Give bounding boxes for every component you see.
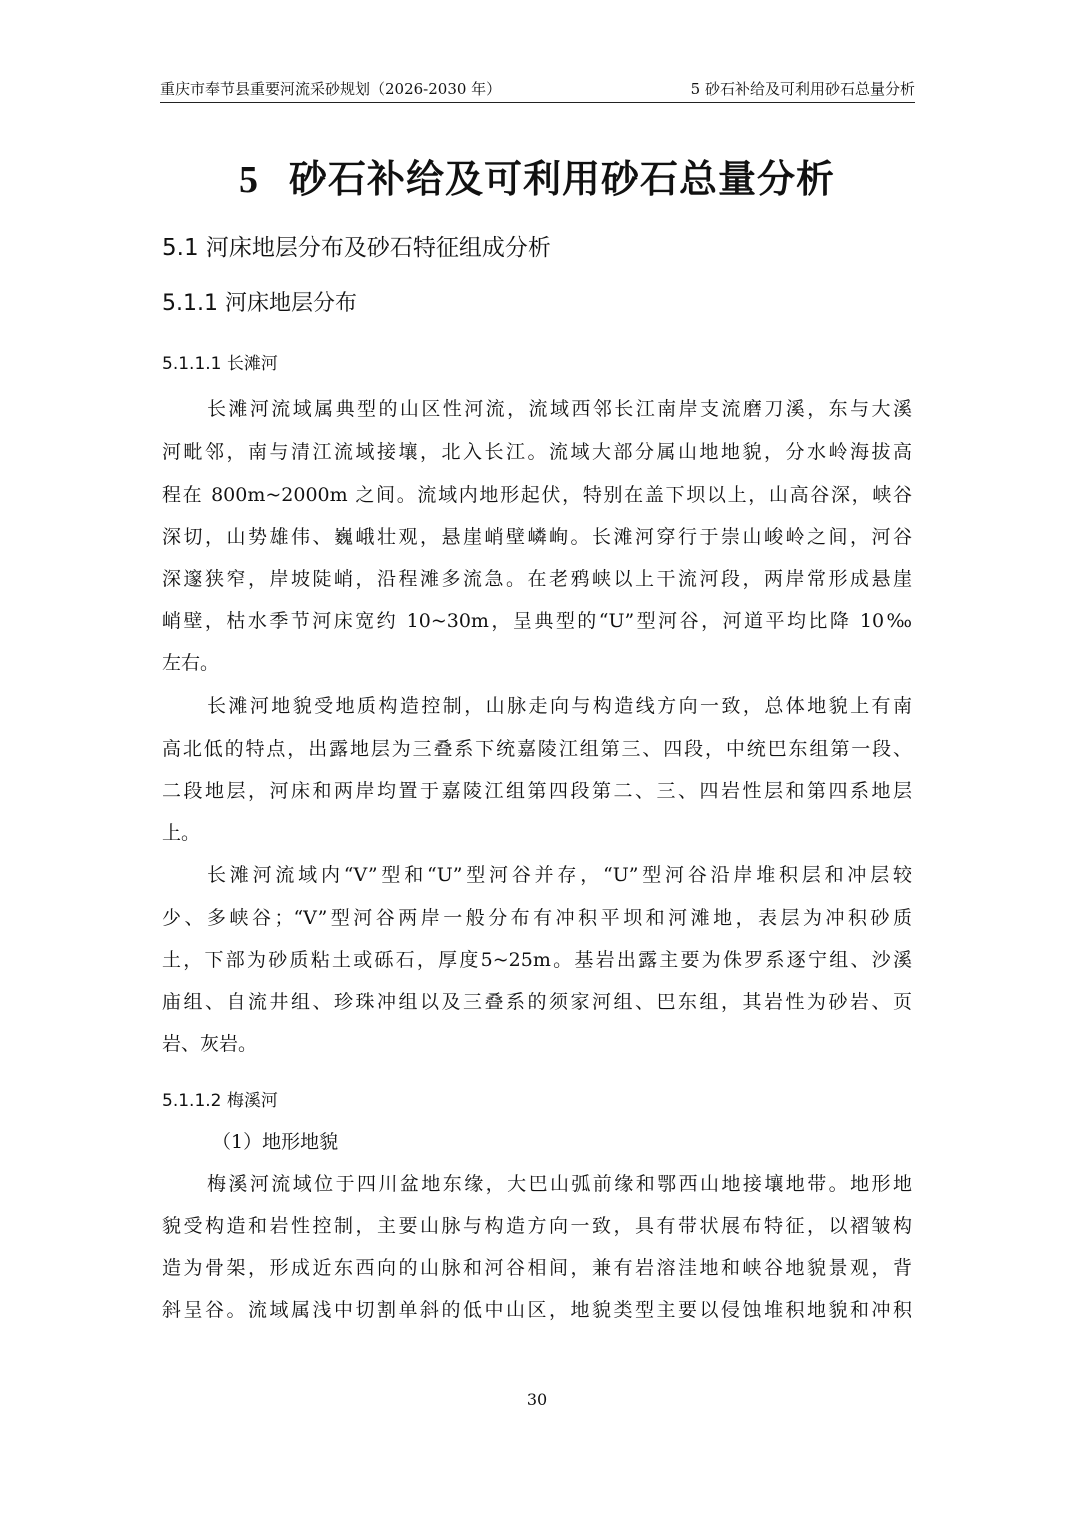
paragraph-line: 梅溪河流域位于四川盆地东缘，大巴山弧前缘和鄂西山地接壤地带。地形地 [207, 1173, 912, 1195]
header-chapter-title: 5 砂石补给及可利用砂石总量分析 [690, 80, 915, 98]
paragraph-line: 貌受构造和岩性控制，主要山脉与构造方向一致，具有带状展布特征，以褶皱构 [162, 1215, 912, 1237]
paragraph-line: 长滩河流域属典型的山区性河流，流域西邻长江南岸支流磨刀溪，东与大溪 [207, 398, 912, 420]
paragraph-line: 左右。 [162, 652, 220, 674]
subsubsection-heading-changtan: 5.1.1.1 长滩河 [162, 354, 278, 374]
paragraph-line: 造为骨架，形成近东西向的山脉和河谷相间，兼有岩溶洼地和峡谷地貌景观，背 [162, 1257, 912, 1279]
paragraph-line: 庙组、自流井组、珍珠冲组以及三叠系的须家河组、巴东组，其岩性为砂岩、页 [162, 991, 912, 1013]
section-heading: 5.1 河床地层分布及砂石特征组成分析 [162, 235, 551, 261]
page-number: 30 [526, 1390, 548, 1409]
subsubsection-heading-meixi: 5.1.1.2 梅溪河 [162, 1091, 278, 1111]
paragraph-line: 长滩河地貌受地质构造控制，山脉走向与构造线方向一致，总体地貌上有南 [207, 695, 912, 717]
paragraph-line: 深切，山势雄伟、巍峨壮观，悬崖峭壁嶙峋。长滩河穿行于崇山峻岭之间，河谷 [162, 526, 912, 548]
paragraph-line: 斜呈谷。流域属浅中切割单斜的低中山区，地貌类型主要以侵蚀堆积地貌和冲积 [162, 1299, 912, 1321]
paragraph-line: 峭壁，枯水季节河床宽约 10~30m，呈典型的“U”型河谷，河道平均比降 10‰ [162, 610, 912, 632]
running-header [160, 76, 915, 103]
item-heading-terrain: （1）地形地貌 [212, 1131, 339, 1153]
paragraph-line: 深邃狭窄，岸坡陡峭，沿程滩多流急。在老鸦峡以上干流河段，两岸常形成悬崖 [162, 568, 912, 590]
chapter-number: 5 [238, 159, 259, 201]
paragraph-line: 岩、灰岩。 [162, 1033, 258, 1055]
paragraph-line: 二段地层，河床和两岸均置于嘉陵江组第四段第二、三、四岩性层和第四系地层 [162, 780, 912, 802]
subsection-heading: 5.1.1 河床地层分布 [162, 291, 357, 316]
paragraph-line: 程在 800m~2000m 之间。流域内地形起伏，特别在盖下坝以上，山高谷深，峡谷 [162, 484, 912, 506]
chapter-title [0, 148, 1074, 203]
paragraph-line: 长滩河流域内“V”型和“U”型河谷并存，“U”型河谷沿岸堆积层和冲层较 [207, 864, 912, 886]
chapter-title-text: 砂石补给及可利用砂石总量分析 [288, 157, 835, 201]
paragraph-line: 土，下部为砂质粘土或砾石，厚度5~25m。基岩出露主要为侏罗系逐宁组、沙溪 [162, 949, 912, 971]
paragraph-line: 上。 [162, 822, 201, 844]
paragraph-line: 河毗邻，南与清江流域接壤，北入长江。流域大部分属山地地貌，分水岭海拔高 [162, 441, 912, 463]
paragraph-line: 少、多峡谷；“V”型河谷两岸一般分布有冲积平坝和河滩地，表层为冲积砂质 [162, 907, 912, 929]
paragraph-line: 高北低的特点，出露地层为三叠系下统嘉陵江组第三、四段，中统巴东组第一段、 [162, 738, 912, 760]
header-document-title: 重庆市奉节县重要河流采砂规划（2026-2030 年） [160, 80, 502, 98]
